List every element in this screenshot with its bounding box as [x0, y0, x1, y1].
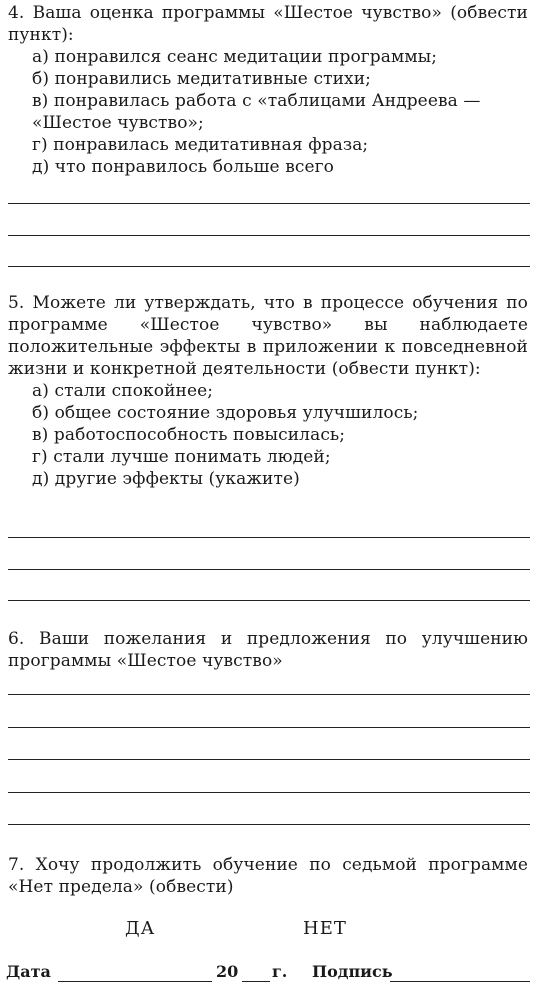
question-4-option-e[interactable]: д) что понравилось больше всего	[32, 157, 335, 177]
question-5	[8, 292, 528, 490]
question-5-option-c[interactable]: в) работоспособность повысилась;	[32, 425, 346, 445]
question-6	[8, 628, 528, 672]
answer-line-q4-1[interactable]	[8, 203, 530, 204]
question-6-title: 6. Ваши пожелания и предложения по улучшению программы «Шестое чувство»	[8, 629, 528, 671]
date-field[interactable]	[58, 981, 212, 982]
question-4-title: 4. Ваша оценка программы «Шестое чувство» (обвести пункт):	[8, 3, 528, 45]
answer-line-q4-3[interactable]	[8, 266, 530, 267]
signature-row	[6, 962, 532, 986]
answer-line-q6-4[interactable]	[8, 792, 530, 793]
answer-yes[interactable]: ДА	[125, 918, 156, 939]
answer-no[interactable]: НЕТ	[303, 918, 347, 939]
signature-label: Подпись	[312, 962, 393, 981]
question-5-option-d[interactable]: г) стали лучше понимать людей;	[32, 447, 331, 467]
year-prefix: 20	[216, 962, 239, 981]
answer-line-q6-2[interactable]	[8, 727, 530, 728]
answer-line-q6-3[interactable]	[8, 759, 530, 760]
year-suffix: г.	[272, 962, 288, 981]
question-4-option-b[interactable]: б) понравились медитативные стихи;	[32, 69, 371, 89]
question-4-option-a[interactable]: а) понравился сеанс медитации программы;	[32, 47, 438, 67]
answer-line-q6-5[interactable]	[8, 824, 530, 825]
question-5-option-b[interactable]: б) общее состояние здоровья улучшилось;	[32, 403, 419, 423]
question-5-title: 5. Можете ли утверждать, что в процессе обучения по программе «Шестое чувство» вы наблюдаете положительные эффекты в приложении к повседневной жизни и конкретной деятельности (обвести пункт):	[8, 293, 528, 379]
year-field[interactable]	[242, 981, 270, 982]
answer-line-q6-1[interactable]	[8, 694, 530, 695]
answer-line-q5-1[interactable]	[8, 537, 530, 538]
answer-line-q4-2[interactable]	[8, 235, 530, 236]
question-4	[8, 2, 528, 178]
question-7-title: 7. Хочу продолжить обучение по седьмой программе «Нет предела» (обвести)	[8, 855, 528, 897]
question-4-option-c[interactable]: в) понравилась работа с «таблицами Андреева — «Шестое чувство»;	[32, 91, 481, 133]
date-label: Дата	[6, 962, 51, 981]
answer-line-q5-2[interactable]	[8, 569, 530, 570]
signature-field[interactable]	[390, 981, 530, 982]
answer-line-q5-3[interactable]	[8, 600, 530, 601]
question-5-option-a[interactable]: а) стали спокойнее;	[32, 381, 214, 401]
question-5-option-e[interactable]: д) другие эффекты (укажите)	[32, 469, 300, 489]
question-4-option-d[interactable]: г) понравилась медитативная фраза;	[32, 135, 369, 155]
question-7	[8, 854, 528, 898]
